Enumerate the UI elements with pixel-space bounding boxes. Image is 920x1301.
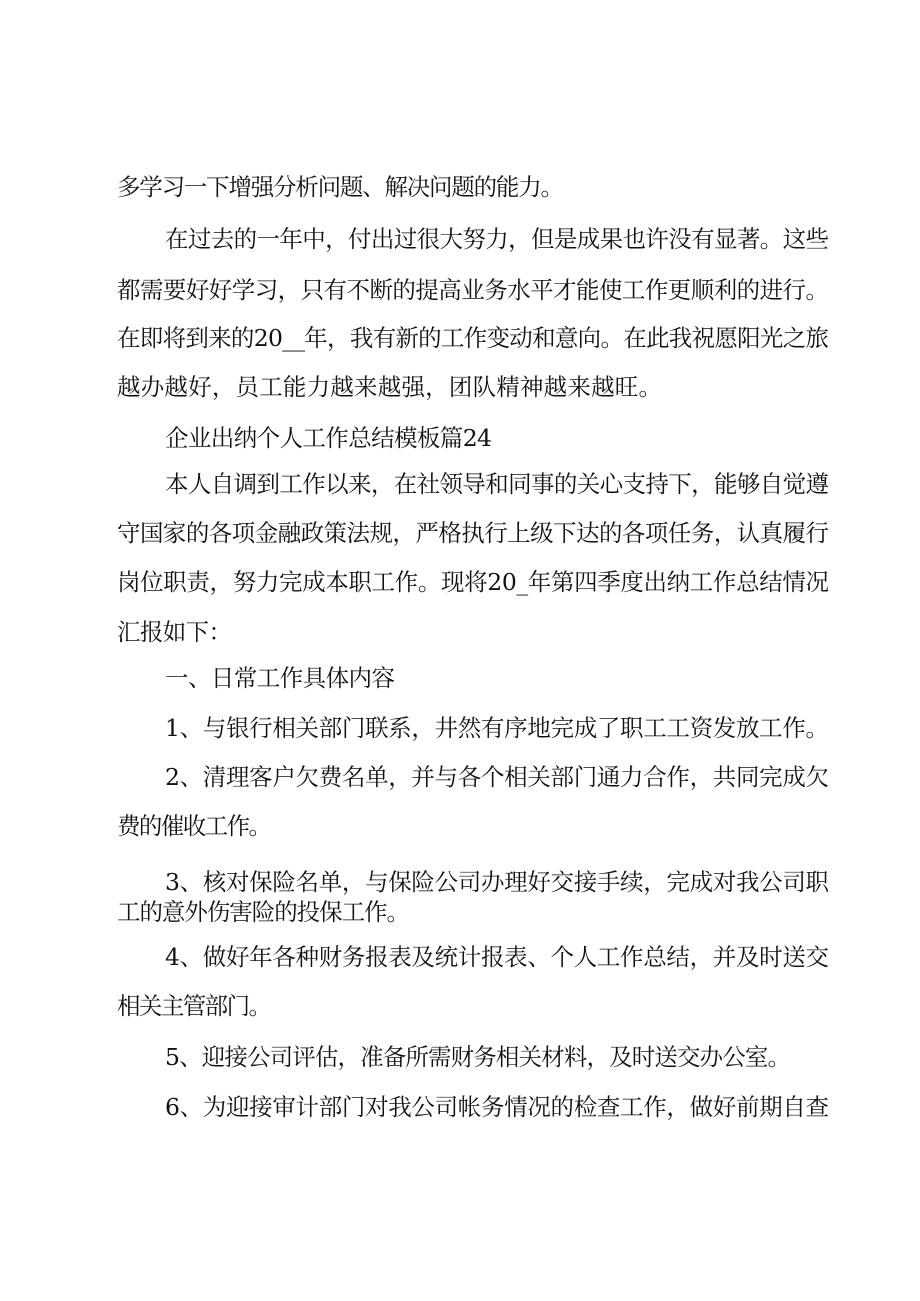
text-line: 越办越好，员工能力越来越强，团队精神越来越旺。 — [117, 373, 663, 401]
list-item-continuation: 工的意外伤害险的投保工作。 — [117, 898, 409, 926]
text-line: 在即将到来的20__年，我有新的工作变动和意向。在此我祝愿阳光之旅 — [117, 324, 829, 352]
list-item: 2、清理客户欠费名单，并与各个相关部门通力合作，共同完成欠 — [165, 763, 829, 791]
text-line: 守国家的各项金融政策法规，严格执行上级下达的各项任务，认真履行 — [117, 519, 829, 547]
section-heading: 企业出纳个人工作总结模板篇24 — [165, 424, 492, 452]
list-item: 6、为迎接审计部门对我公司帐务情况的检查工作，做好前期自查 — [165, 1093, 829, 1121]
list-item-continuation: 费的催收工作。 — [117, 812, 271, 840]
list-item: 1、与银行相关部门联系，井然有序地完成了职工工资发放工作。 — [165, 714, 829, 742]
list-item: 4、做好年各种财务报表及统计报表、个人工作总结，并及时送交 — [165, 943, 829, 971]
list-item-continuation: 相关主管部门。 — [117, 992, 271, 1020]
text-line: 本人自调到工作以来，在社领导和同事的关心支持下，能够自觉遵 — [165, 470, 829, 498]
text-line: 都需要好好学习，只有不断的提高业务水平才能使工作更顺利的进行。 — [117, 276, 829, 304]
text-line: 在过去的一年中，付出过很大努力，但是成果也许没有显著。这些 — [165, 225, 829, 253]
section-subheading: 一、日常工作具体内容 — [165, 664, 395, 692]
text-line: 岗位职责，努力完成本职工作。现将20_年第四季度出纳工作总结情况 — [117, 568, 829, 596]
list-item: 3、核对保险名单，与保险公司办理好交接手续，完成对我公司职 — [165, 868, 829, 896]
text-line: 多学习一下增强分析问题、解决问题的能力。 — [117, 173, 563, 201]
text-line: 汇报如下： — [117, 618, 232, 646]
list-item: 5、迎接公司评估，准备所需财务相关材料，及时送交办公室。 — [165, 1043, 791, 1071]
